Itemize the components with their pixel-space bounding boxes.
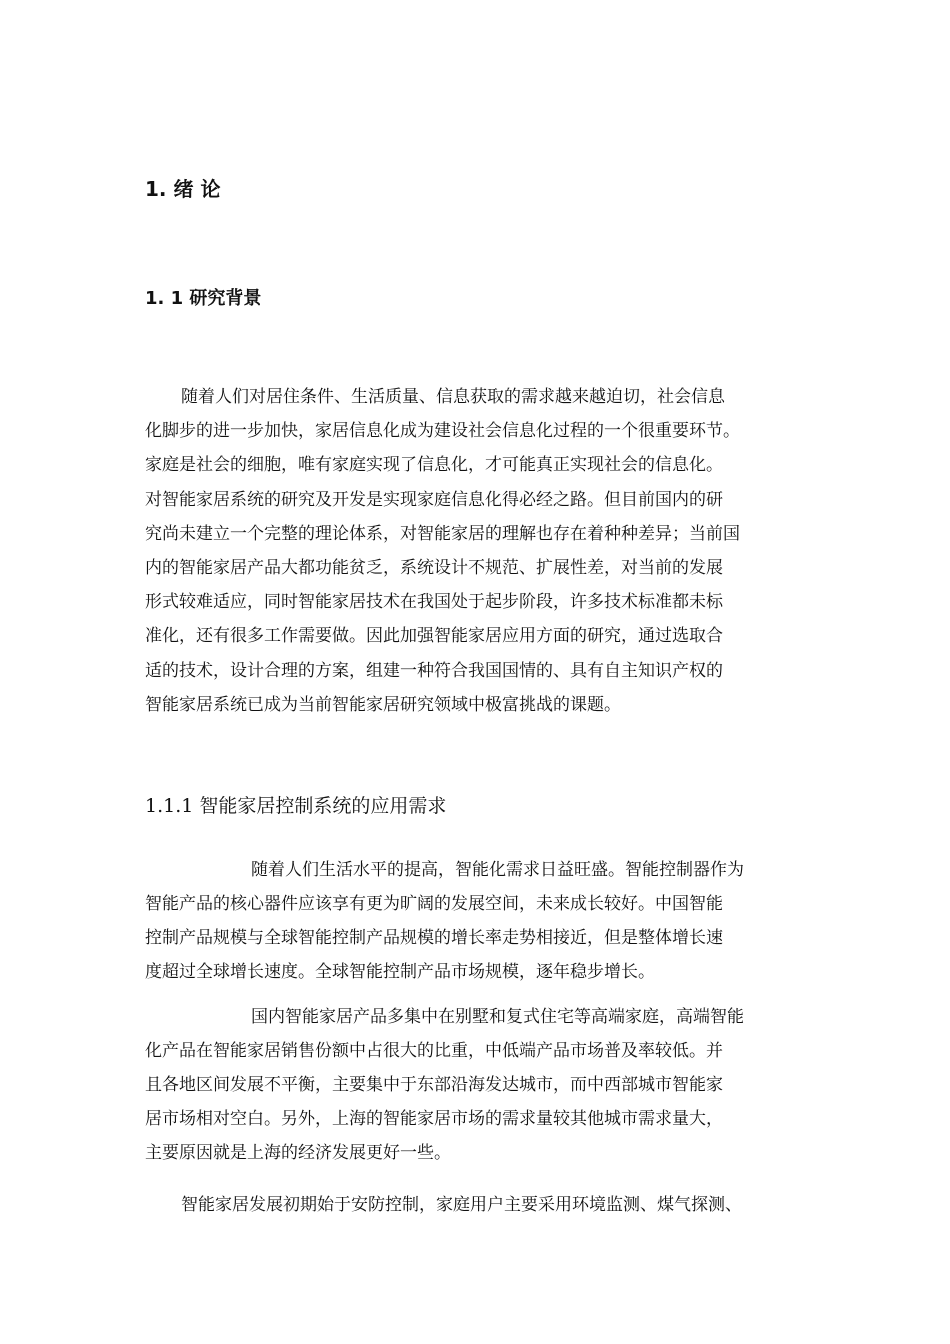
text-line: 且各地区间发展不平衡，主要集中于东部沿海发达城市，而中西部城市智能家 xyxy=(145,1075,723,1095)
paragraph-early xyxy=(145,1188,825,1222)
text-line: 随着人们对居住条件、生活质量、信息获取的需求越来越迫切，社会信息 xyxy=(181,387,725,407)
text-line: 内的智能家居产品大都功能贫乏，系统设计不规范、扩展性差，对当前的发展 xyxy=(145,557,723,578)
paragraph-background xyxy=(145,380,825,722)
paragraph-demand xyxy=(145,853,825,989)
text-line: 家庭是社会的细胞，唯有家庭实现了信息化，才可能真正实现社会的信息化。 xyxy=(145,455,723,476)
text-line: 适的技术，设计合理的方案，组建一种符合我国国情的、具有自主知识产权的 xyxy=(145,660,723,681)
subsection-heading: 1.1.1 智能家居控制系统的应用需求 xyxy=(145,795,447,817)
text-line: 居市场相对空白。另外，上海的智能家居市场的需求量较其他城市需求量大， xyxy=(145,1109,723,1129)
paragraph-domestic xyxy=(145,1000,825,1170)
text-line: 智能产品的核心器件应该享有更为旷阔的发展空间，未来成长较好。中国智能 xyxy=(145,894,723,914)
section-heading: 1. 1 研究背景 xyxy=(145,288,262,309)
chapter-heading: 1. 绪 论 xyxy=(145,177,221,201)
text-line: 对智能家居系统的研究及开发是实现家庭信息化得必经之路。但目前国内的研 xyxy=(145,489,723,510)
text-line: 随着人们生活水平的提高，智能化需求日益旺盛。智能控制器作为 xyxy=(251,860,744,880)
text-line: 究尚未建立一个完整的理论体系，对智能家居的理解也存在着种种差异；当前国 xyxy=(145,523,740,544)
text-line: 度超过全球增长速度。全球智能控制产品市场规模，逐年稳步增长。 xyxy=(145,962,655,982)
text-line: 化产品在智能家居销售份额中占很大的比重，中低端产品市场普及率较低。并 xyxy=(145,1041,723,1061)
text-line: 化脚步的进一步加快，家居信息化成为建设社会信息化过程的一个很重要环节。 xyxy=(145,421,740,442)
text-line: 形式较难适应，同时智能家居技术在我国处于起步阶段，许多技术标准都未标 xyxy=(145,592,723,613)
text-line: 国内智能家居产品多集中在别墅和复式住宅等高端家庭，高端智能 xyxy=(251,1007,744,1027)
text-line: 控制产品规模与全球智能控制产品规模的增长率走势相接近，但是整体增长速 xyxy=(145,928,723,948)
text-line: 主要原因就是上海的经济发展更好一些。 xyxy=(145,1143,451,1163)
text-line: 智能家居发展初期始于安防控制，家庭用户主要采用环境监测、煤气探测、 xyxy=(181,1195,742,1215)
text-line: 准化，还有很多工作需要做。因此加强智能家居应用方面的研究，通过选取合 xyxy=(145,626,723,647)
text-line: 智能家居系统已成为当前智能家居研究领域中极富挑战的课题。 xyxy=(145,694,621,715)
